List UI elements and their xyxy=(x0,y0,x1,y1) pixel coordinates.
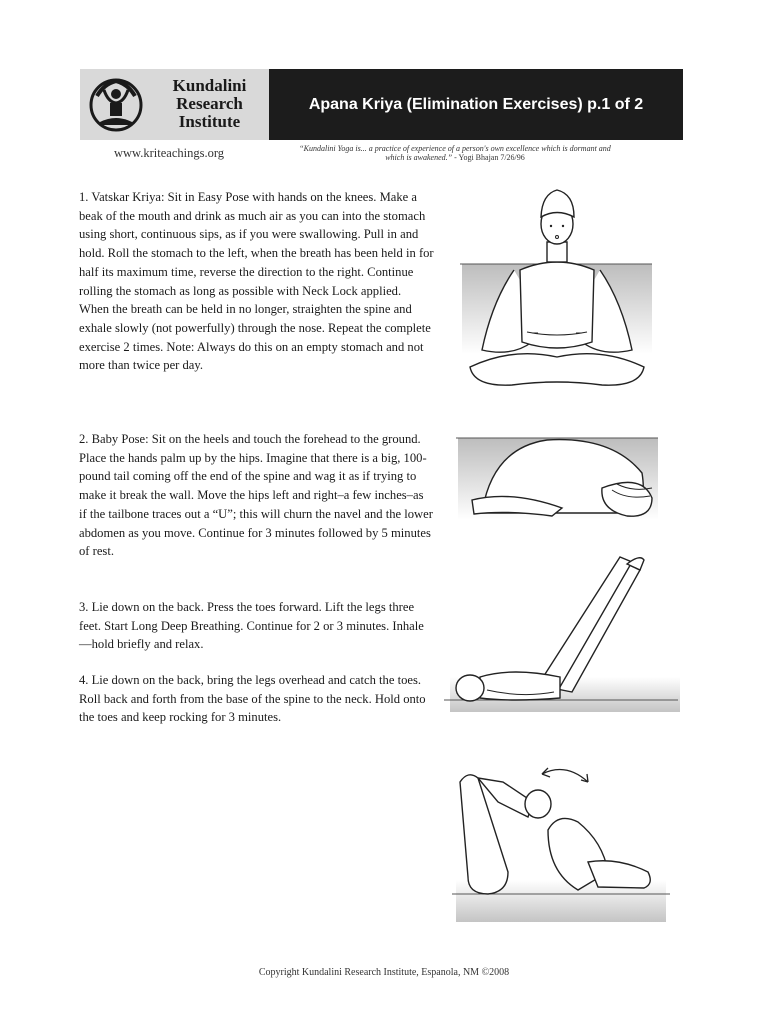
quote-text: “Kundalini Yoga is... a practice of experience of a person's own excellence which is dormant and which is awakened.” xyxy=(299,144,611,162)
baby-pose-illustration xyxy=(452,418,666,528)
org-line-3: Institute xyxy=(178,112,241,131)
rocking-pose-illustration xyxy=(448,762,674,927)
logo-box xyxy=(80,69,269,140)
exercise-2-text: 2. Baby Pose: Sit on the heels and touch the forehead to the ground. Place the hands palm up by the hips. Imagine that there is a big, 100-pound tail coming off the end of the spine and wag it as if trying to make it break the wall. Move the hips left and right–a few inches–as if the tailbone traces out a “U”; this will churn the navel and the lower abdomen as you move. Continue for 3 minutes followed by 5 minutes of rest. xyxy=(79,432,433,559)
header-banner xyxy=(80,69,683,140)
website-url: www.kriteachings.org xyxy=(114,146,225,160)
copyright-notice: Copyright Kundalini Research Institute, Espanola, NM ©2008 xyxy=(258,967,510,978)
leg-lift-illustration xyxy=(442,552,682,722)
kri-logo-emblem xyxy=(88,76,144,134)
page-title: Apana Kriya (Elimination Exercises) p.1 of 2 xyxy=(308,95,644,113)
title-bar xyxy=(269,69,683,140)
quote xyxy=(290,144,620,162)
organization-name xyxy=(152,77,267,131)
org-line-1: Kundalini xyxy=(172,76,247,95)
exercise-1-text: 1. Vatskar Kriya: Sit in Easy Pose with hands on the knees. Make a beak of the mouth and drink as much air as you can into the stomach using short, continuous sips, as if you were swallowing. Pull in and hold. Roll the stomach to the left, when the breath has been held in for half its maximum time, reverse the direction to the right. Continue rolling the stomach as long as possible with Neck Lock applied. When the breath can be held in no longer, straighten the spine and exhale slowly (not powerfully) through the nose. Repeat the complete exercise 2 times. Note: Always do this on an empty stomach and not more than twice per day. xyxy=(79,190,434,373)
exercise-3-text: 3. Lie down on the back. Press the toes forward. Lift the legs three feet. Start Long Deep Breathing. Continue for 2 or 3 minutes. Inhale—hold briefly and relax. xyxy=(79,600,424,652)
easy-pose-illustration xyxy=(452,182,662,397)
exercise-4-text: 4. Lie down on the back, bring the legs overhead and catch the toes. Roll back and forth from the base of the spine to the neck. Hold onto the toes and keep rocking for 3 minutes. xyxy=(79,673,426,725)
quote-attribution: - Yogi Bhajan 7/26/96 xyxy=(452,153,525,162)
org-line-2: Research xyxy=(176,94,243,113)
